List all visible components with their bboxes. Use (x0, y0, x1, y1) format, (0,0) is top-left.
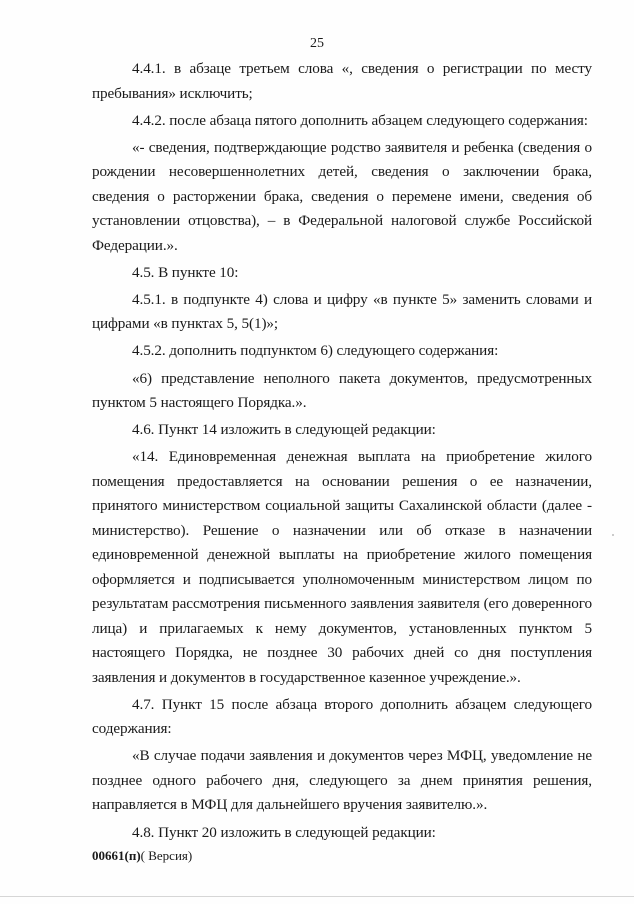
paragraph-4-4-2: 4.4.2. после абзаца пятого дополнить абзацем следующего содержания: (132, 111, 588, 129)
paragraph-4-8: 4.8. Пункт 20 изложить в следующей редакции: (132, 823, 436, 841)
paragraph-4-5-1: 4.5.1. в подпункте 4) слова и цифру «в пункте 5» заменить словами и цифрами «в пунктах 5, 5(1)»; (92, 290, 592, 333)
scan-artifact (612, 534, 614, 536)
quoted-paragraph-14: «14. Единовременная денежная выплата на приобретение жилого помещения предоставляется на основании решения о ее назначении, принятого министерством социальной защиты Сахалинской области (далее - министерство). Решение о назначении или об отказе в назначении единовременной денежной выплаты на приобретение жилого помещения оформляется и подписывается уполномоченным министерством лицом по результатам рассмотрения письменного заявления заявителя (его доверенного лица) и прилагаемых к нему документов, установленных пунктом 5 настоящего Порядка, не позднее 30 рабочих дней со дня поступления заявления и документов в государственное казенное учреждение.». (92, 448, 592, 686)
paragraph-4-4-1: 4.4.1. в абзаце третьем слова «, сведения о регистрации по месту пребывания» исключить; (92, 60, 592, 102)
document-version: ( Версия) (140, 848, 193, 863)
quoted-paragraph-mfc: «В случае подачи заявления и документов через МФЦ, уведомление не позднее одного рабочего дня, следующего за днем принятия решения, направляется в МФЦ для дальнейшего вручения заявителю.». (92, 747, 592, 814)
paragraph-4-6: 4.6. Пункт 14 изложить в следующей редакции: (132, 421, 436, 439)
document-body (92, 57, 592, 848)
page-edge-line (0, 896, 634, 897)
paragraph-4-7: 4.7. Пункт 15 после абзаца второго дополнить абзацем следующего содержания: (92, 695, 592, 738)
quoted-paragraph-6: «6) представление неполного пакета документов, предусмотренных пунктом 5 настоящего Порядка.». (92, 369, 592, 412)
paragraph-4-5: 4.5. В пункте 10: (132, 263, 239, 281)
page-number: 25 (310, 36, 324, 51)
document-footer (92, 848, 192, 864)
document-code: 00661(п) (92, 848, 141, 863)
paragraph-4-5-2: 4.5.2. дополнить подпунктом 6) следующего содержания: (132, 342, 499, 360)
quoted-paragraph-rodstvo: «- сведения, подтверждающие родство заявителя и ребенка (сведения о рождении несовершеннолетних детей, сведения о заключении брака, сведения о расторжении брака, сведения о перемене имени, сведения об установлении отцовства), – в Федеральной налоговой службе Российской Федерации.». (92, 138, 592, 254)
